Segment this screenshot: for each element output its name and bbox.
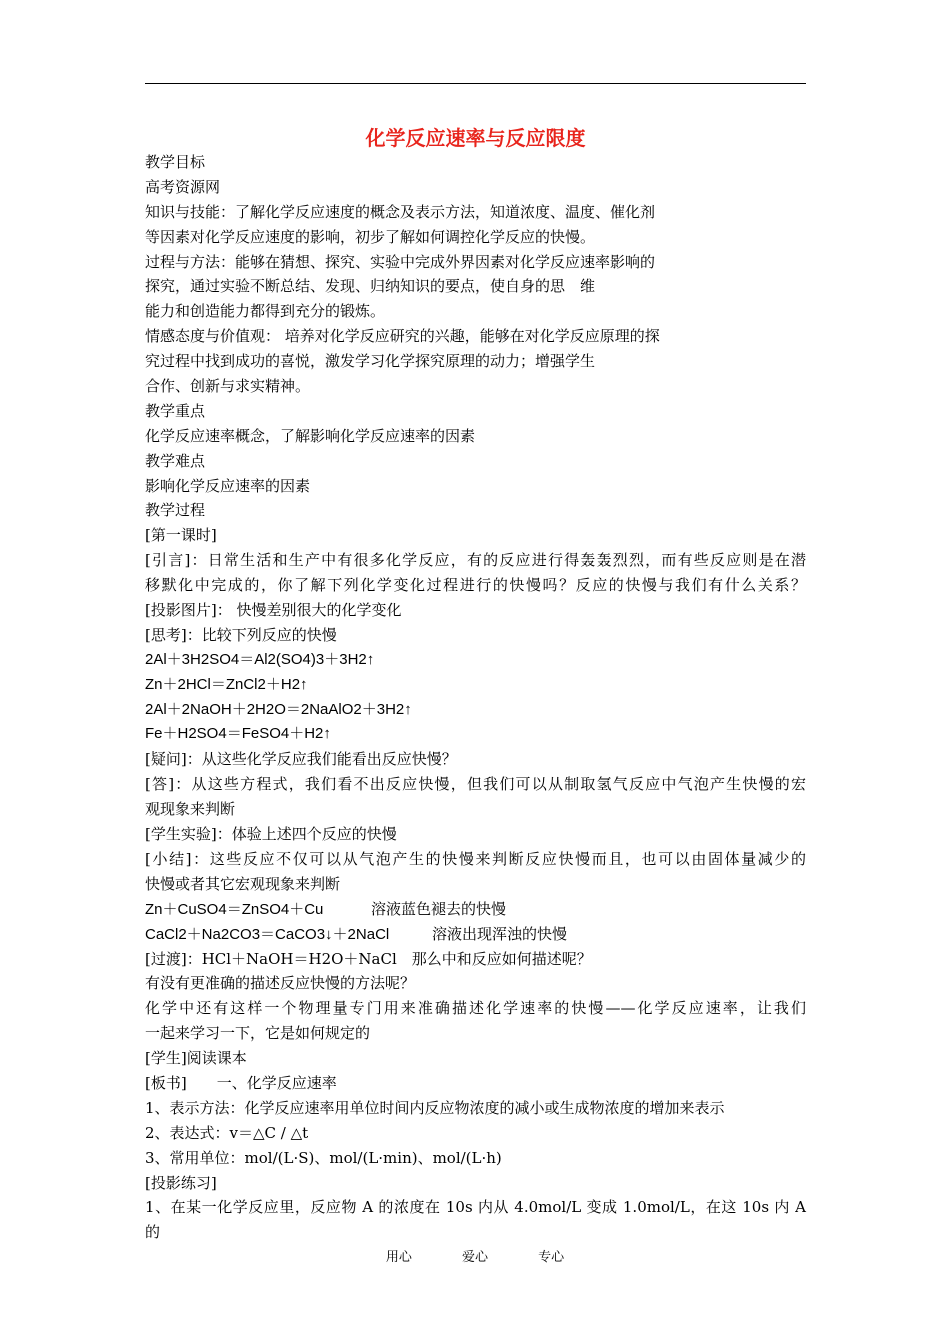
equation-note: 溶液出现浑浊的快慢 bbox=[432, 924, 568, 943]
text-line: [学生实验]：体验上述四个反应的快慢 bbox=[145, 825, 397, 844]
section-heading: 教学过程 bbox=[145, 501, 206, 520]
equation-line: Fe＋H2SO4＝FeSO4＋H2↑ bbox=[145, 725, 331, 743]
footer-motto: 专心 bbox=[538, 1250, 565, 1265]
text-line: 化学反应速率概念，了解影响化学反应速率的因素 bbox=[145, 426, 476, 445]
equation-line: 2Al＋3H2SO4＝Al2(SO4)3＋3H2↑ bbox=[145, 650, 375, 668]
page-footer bbox=[0, 1249, 950, 1267]
text-line: 3、常用单位：mol/(L·S)、mol/(L·min)、mol/(L·h) bbox=[145, 1148, 502, 1167]
equation-text: Zn＋CuSO4＝ZnSO4＋Cu bbox=[145, 900, 324, 918]
text-line: [投影图片]： 快慢差别很大的化学变化 bbox=[145, 601, 402, 620]
text-line: 教学目标 bbox=[145, 153, 206, 171]
section-heading: 教学难点 bbox=[145, 451, 206, 470]
text-line: 究过程中找到成功的喜悦，激发学习化学探究原理的动力；增强学生 bbox=[145, 352, 596, 371]
text-line: 等因素对化学反应速度的影响，初步了解如何调控化学反应的快慢。 bbox=[145, 227, 596, 246]
text-line: [学生]阅读课本 bbox=[145, 1049, 247, 1068]
text-line: [投影练习] bbox=[145, 1173, 217, 1192]
text-line: 探究，通过实验不断总结、发现、归纳知识的要点，使自身的思 维 bbox=[145, 277, 596, 296]
text-line: 快慢或者其它宏观现象来判断 bbox=[145, 874, 341, 893]
text-line: 影响化学反应速率的因素 bbox=[145, 476, 311, 495]
text-line: 化学中还有这样一个物理量专门用来准确描述化学速率的快慢——化学反应速率，让我们 bbox=[145, 999, 806, 1018]
equation-note: 溶液蓝色褪去的快慢 bbox=[371, 899, 507, 918]
header-rule bbox=[145, 83, 806, 84]
text-line: [小结]：这些反应不仅可以从气泡产生的快慢来判断反应快慢而且，也可以由固体量减少的 bbox=[145, 849, 806, 868]
text-line: 情感态度与价值观： 培养对化学反应研究的兴趣，能够在对化学反应原理的探 bbox=[145, 327, 660, 346]
equation-line: Zn＋2HCl＝ZnCl2＋H2↑ bbox=[145, 675, 308, 693]
text-line: 2、表达式：v＝△C / △t bbox=[145, 1123, 309, 1142]
equation-text: CaCl2＋Na2CO3＝CaCO3↓＋2NaCl bbox=[145, 925, 390, 943]
text-line: 1、表示方法：化学反应速率用单位时间内反应物浓度的减小或生成物浓度的增加来表示 bbox=[145, 1098, 725, 1117]
text-line: [思考]：比较下列反应的快慢 bbox=[145, 625, 337, 644]
document-title: 化学反应速率与反应限度 bbox=[365, 126, 586, 150]
text-line: 过程与方法：能够在猜想、探究、实验中完成外界因素对化学反应速率影响的 bbox=[145, 252, 656, 271]
text-line: 合作、创新与求实精神。 bbox=[145, 377, 311, 396]
equation-row bbox=[145, 922, 806, 947]
text-line: [疑问]：从这些化学反应我们能看出反应快慢？ bbox=[145, 750, 457, 769]
text-line: [过渡]：HCl＋NaOH＝H2O＋NaCl 那么中和反应如何描述呢？ bbox=[145, 949, 592, 968]
text-line: 知识与技能：了解化学反应速度的概念及表示方法，知道浓度、温度、催化剂 bbox=[145, 202, 656, 221]
text-line: 高考资源网 bbox=[145, 177, 221, 196]
text-line: 有没有更准确的描述反应快慢的方法呢？ bbox=[145, 974, 416, 993]
text-line: 一起来学习一下，它是如何规定的 bbox=[145, 1024, 371, 1043]
equation-row bbox=[145, 897, 806, 922]
text-line: 能力和创造能力都得到充分的锻炼。 bbox=[145, 302, 386, 321]
equation-line: 2Al＋2NaOH＋2H2O＝2NaAlO2＋3H2↑ bbox=[145, 700, 412, 718]
text-line: [板书] 一、化学反应速率 bbox=[145, 1073, 337, 1092]
document-body bbox=[145, 150, 806, 1242]
text-line: [第一课时] bbox=[145, 526, 217, 545]
text-line: [引言]：日常生活和生产中有很多化学反应，有的反应进行得轰轰烈烈，而有些反应则是在潜 bbox=[145, 551, 806, 570]
text-line: [答]：从这些方程式，我们看不出反应快慢，但我们可以从制取氢气反应中气泡产生快慢的宏 bbox=[145, 775, 806, 794]
footer-motto: 用心 bbox=[385, 1250, 412, 1265]
text-line: 观现象来判断 bbox=[145, 800, 236, 819]
footer-motto: 爱心 bbox=[461, 1250, 488, 1265]
text-line: 移默化中完成的，你了解下列化学变化过程进行的快慢吗？反应的快慢与我们有什么关系？ bbox=[145, 576, 806, 595]
section-heading: 教学重点 bbox=[145, 401, 206, 420]
text-line: 1、在某一化学反应里，反应物 A 的浓度在 10s 内从 4.0mol/L 变成 1.0mol/L，在这 10s 内 A 的 bbox=[145, 1198, 806, 1242]
